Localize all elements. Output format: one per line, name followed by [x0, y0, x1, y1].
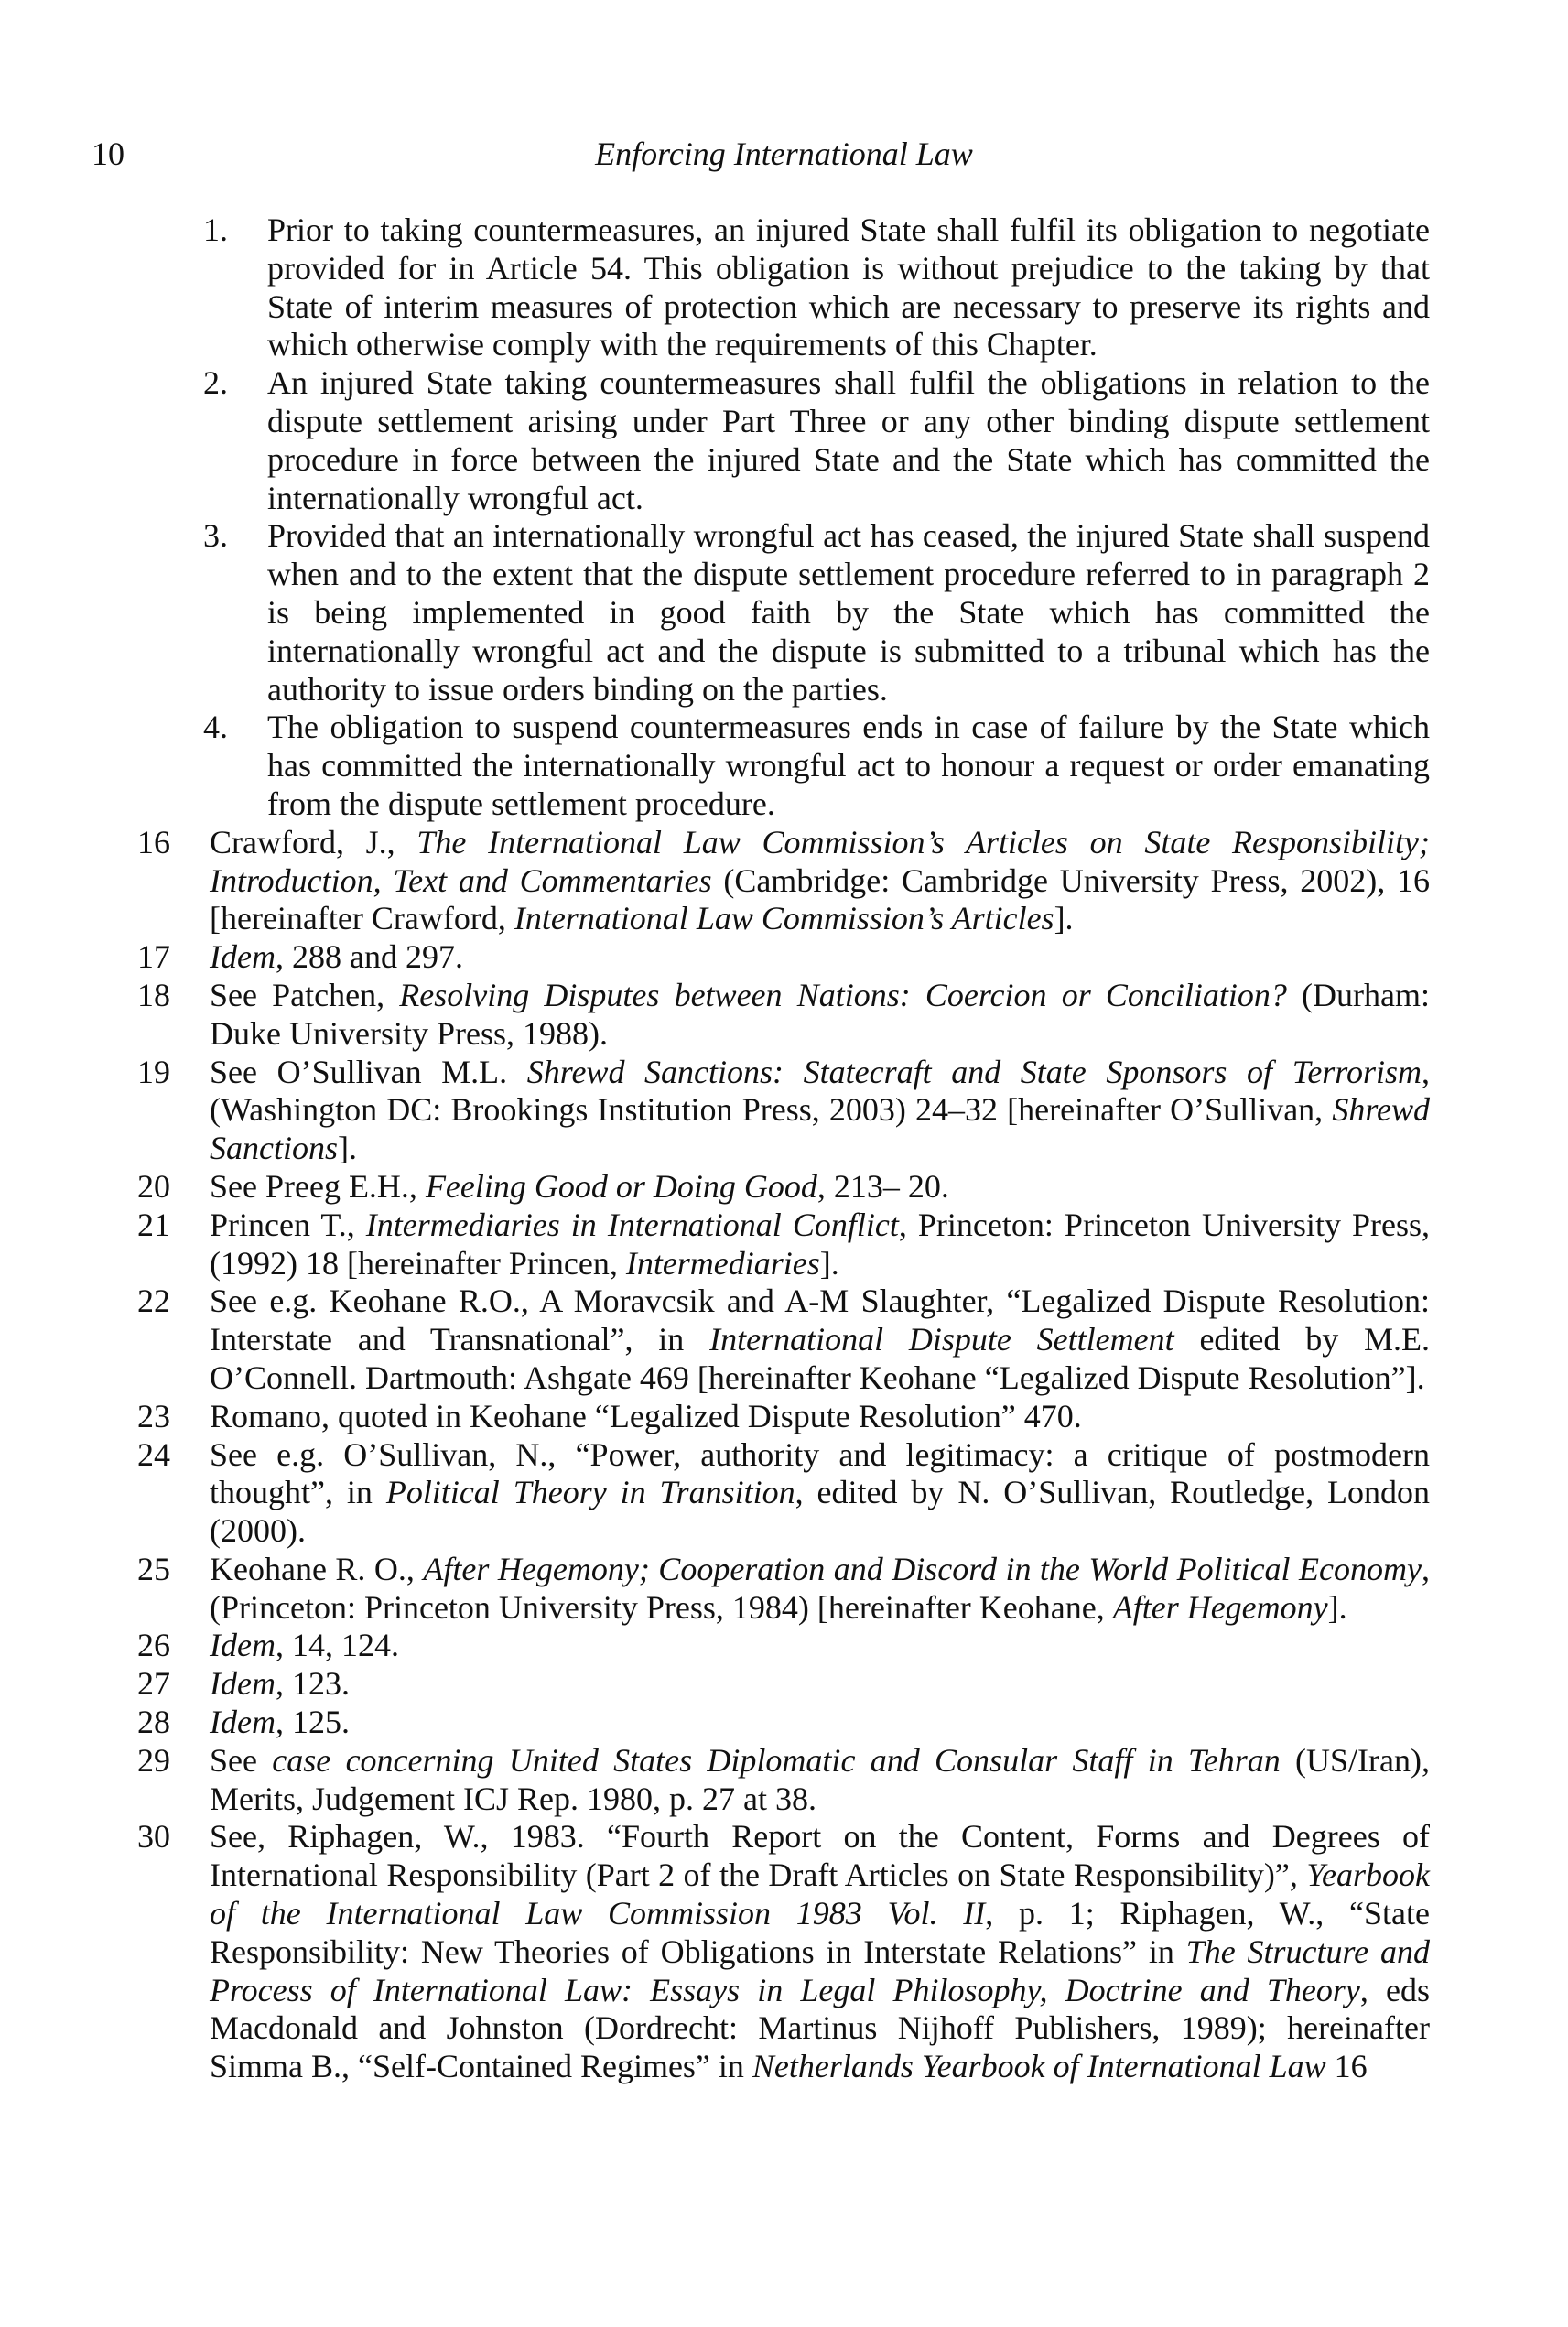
footnote-text-run: See e.g. Keohane R.O., A Moravcsik and A-M Slaughter, “Legalized Dispute Resolution: Interstate and Transnational”, in	[210, 1283, 1430, 1358]
footnote	[137, 1054, 1430, 1168]
list-item	[137, 211, 1430, 364]
article-quoted-list	[137, 211, 1430, 824]
footnote-text	[210, 1742, 1430, 1817]
footnote-italic-run: Idem	[210, 1704, 276, 1741]
footnote-text-run: ].	[1327, 1588, 1347, 1626]
footnote-text-run: , 14, 124.	[275, 1627, 399, 1664]
footnote-italic-run: International Law Commission’s Articles	[514, 900, 1054, 937]
footnote-italic-run: Yearbook of the International Law Commission 1983 Vol. II	[210, 1856, 1430, 1932]
footnote-number: 29	[137, 1741, 170, 1779]
list-item	[137, 709, 1430, 823]
footnote-number: 30	[137, 1818, 170, 1856]
list-item-number: 1.	[203, 211, 228, 248]
footnote-text-run: See e.g. O’Sullivan, N., “Power, authority and legitimacy: a critique of postmodern thought”, in	[210, 1435, 1430, 1511]
list-item-number: 3.	[203, 517, 228, 555]
footnote	[137, 1704, 1430, 1742]
footnote-number: 16	[137, 823, 170, 860]
footnote	[137, 1627, 1430, 1665]
footnote	[137, 938, 1430, 977]
footnote-text-run: , p. 1; Riphagen, W., “State Responsibility: New Theories of Obligations in Interstate Relations” in	[210, 1895, 1430, 1970]
footnote-text-run: (Cambridge: Cambridge University Press, 2002), 16 [hereinafter Crawford,	[210, 861, 1430, 937]
footnote-italic-run: Shrewd Sanctions	[210, 1091, 1430, 1167]
footnote	[137, 1398, 1430, 1436]
footnote-text	[210, 1207, 1430, 1282]
footnote-text-run: Princen T.,	[210, 1206, 366, 1243]
footnote-italic-run: Idem	[210, 1665, 276, 1703]
footnote-text-run: , 123.	[275, 1665, 350, 1703]
footnote-number: 19	[137, 1053, 170, 1090]
footnote-number: 25	[137, 1550, 170, 1587]
list-item-text: Provided that an internationally wrongful act has ceased, the injured State shall suspend when and to the extent that the dispute settlement procedure referred to in paragraph 2 is being implemented in good faith by the State which has committed the internationally wrongful act and the dispute is submitted to a tribunal which has the authority to issue orders binding on the parties.	[267, 517, 1430, 708]
footnote-number: 22	[137, 1283, 170, 1320]
list-item-number: 2.	[203, 364, 228, 402]
footnote-number: 26	[137, 1627, 170, 1664]
list-item-text: An injured State taking countermeasures shall fulfil the obligations in relation to the dispute settlement arising under Part Three or any other binding dispute settlement procedure in force between the injured State and the State which has committed the internationally wrongful act.	[267, 364, 1430, 516]
footnote	[137, 1665, 1430, 1704]
footnote	[137, 1207, 1430, 1283]
footnote-text-run: ].	[338, 1130, 357, 1167]
footnote-text	[210, 1398, 1082, 1434]
page-body	[137, 211, 1430, 2086]
footnote-text-run: See Preeg E.H.,	[210, 1167, 426, 1205]
footnote	[137, 1168, 1430, 1207]
footnote-number: 20	[137, 1167, 170, 1205]
footnote-text-run: , eds Macdonald and Johnston (Dordrecht: Martinus Nijhoff Publishers, 1989); hereinafter Simma B., “Self-Contained Regimes” in	[210, 1971, 1430, 2085]
footnote-text-run: (US/Iran), Merits, Judgement ICJ Rep. 1980, p. 27 at 38.	[210, 1741, 1430, 1817]
footnote-text	[210, 1283, 1430, 1396]
footnote-italic-run: Feeling Good or Doing Good	[425, 1167, 817, 1205]
footnote-text	[210, 1054, 1430, 1167]
footnote-text	[210, 824, 1430, 937]
page-number: 10	[92, 135, 124, 172]
footnote-italic-run: Netherlands Yearbook of International Law	[752, 2048, 1326, 2085]
running-head: Enforcing International Law	[595, 135, 973, 172]
footnote	[137, 1551, 1430, 1628]
footnote-text-run: Romano, quoted in Keohane “Legalized Dispute Resolution” 470.	[210, 1397, 1082, 1434]
footnote-text	[210, 1818, 1430, 2084]
footnote	[137, 1436, 1430, 1551]
footnote-text-run: , 213– 20.	[816, 1167, 949, 1205]
footnote-text-run: , Princeton: Princeton University Press, (1992) 18 [hereinafter Princen,	[210, 1206, 1430, 1282]
list-item-number: 4.	[203, 709, 228, 746]
footnote-text-run: ].	[819, 1244, 839, 1282]
footnote-text-run: ].	[1054, 900, 1074, 937]
footnote-text-run: See	[210, 1741, 273, 1779]
footnote-text-run: , edited by N. O’Sullivan, Routledge, London (2000).	[210, 1474, 1431, 1550]
footnote-italic-run: After Hegemony	[1112, 1588, 1328, 1626]
footnote-number: 24	[137, 1435, 170, 1473]
footnote-number: 17	[137, 938, 170, 976]
footnote-italic-run: After Hegemony; Cooperation and Discord in the World Political Economy	[423, 1550, 1422, 1587]
footnote-italic-run: Resolving Disputes between Nations: Coercion or Conciliation?	[399, 976, 1287, 1013]
footnote-number: 28	[137, 1704, 170, 1741]
footnote-italic-run: Political Theory in Transition	[385, 1474, 795, 1511]
footnote	[137, 977, 1430, 1054]
footnote-text-run: , (Princeton: Princeton University Press, 1984) [hereinafter Keohane,	[210, 1550, 1430, 1626]
footnote-italic-run: The International Law Commission’s Articles on State Responsibility; Introduction, Text and Commentaries	[210, 823, 1430, 899]
footnote-italic-run: International Dispute Settlement	[709, 1321, 1174, 1358]
footnote-italic-run: Intermediaries in International Conflict	[365, 1206, 899, 1243]
footnote-text-run: (Durham: Duke University Press, 1988).	[210, 976, 1431, 1052]
footnote-number: 21	[137, 1206, 170, 1243]
footnote-text-run: Keohane R. O.,	[210, 1550, 424, 1587]
footnote	[137, 824, 1430, 938]
footnote	[137, 1818, 1430, 2086]
footnote-italic-run: Idem	[210, 1627, 276, 1664]
footnote-italic-run: Shrewd Sanctions: Statecraft and State Sponsors of Terrorism	[526, 1053, 1422, 1090]
footnote	[137, 1742, 1430, 1819]
footnote-text	[210, 977, 1430, 1052]
footnote-number: 18	[137, 976, 170, 1013]
footnote	[137, 1283, 1430, 1397]
footnote-number: 23	[137, 1397, 170, 1434]
footnote-text	[210, 1704, 350, 1740]
footnote-text-run: , 125.	[275, 1704, 350, 1741]
footnote-text	[210, 1436, 1430, 1550]
footnote-text-run: , 288 and 297.	[275, 938, 463, 976]
footnote-text	[210, 938, 463, 975]
footnote-text-run: edited by M.E. O’Connell. Dartmouth: Ashgate 469 [hereinafter Keohane “Legalized Dispute Resolution”].	[210, 1321, 1431, 1396]
footnote-text-run: 16	[1325, 2048, 1368, 2085]
list-item-text: The obligation to suspend countermeasures ends in case of failure by the State which has committed the internationally wrongful act to honour a request or order emanating from the dispute settlement procedure.	[267, 709, 1430, 822]
footnote-italic-run: The Structure and Process of International Law: Essays in Legal Philosophy, Doctrine and Theory	[210, 1932, 1430, 2008]
footnotes	[137, 824, 1430, 2086]
footnote-italic-run: Idem	[210, 938, 276, 976]
list-item	[137, 364, 1430, 517]
footnote-text-run: See, Riphagen, W., 1983. “Fourth Report on the Content, Forms and Degrees of International Responsibility (Part 2 of the Draft Articles on State Responsibility)”,	[210, 1818, 1430, 1894]
footnote-text	[210, 1627, 399, 1663]
footnote-text	[210, 1168, 949, 1205]
list-item-text: Prior to taking countermeasures, an injured State shall fulfil its obligation to negotiate provided for in Article 54. This obligation is without prejudice to the taking by that State of interim measures of protection which are necessary to preserve its rights and which otherwise comply with the requirements of this Chapter.	[267, 211, 1430, 363]
footnote-italic-run: case concerning United States Diplomatic and Consular Staff in Tehran	[272, 1741, 1281, 1779]
footnote-text-run: Crawford, J.,	[210, 823, 417, 860]
list-item	[137, 517, 1430, 709]
footnote-text	[210, 1551, 1430, 1626]
footnote-text-run: See Patchen,	[210, 976, 400, 1013]
footnote-text-run: , (Washington DC: Brookings Institution Press, 2003) 24–32 [hereinafter O’Sullivan,	[210, 1053, 1431, 1129]
footnote-number: 27	[137, 1665, 170, 1703]
footnote-text	[210, 1665, 350, 1702]
footnote-italic-run: Intermediaries	[625, 1244, 820, 1282]
footnote-text-run: See O’Sullivan M.L.	[210, 1053, 527, 1090]
